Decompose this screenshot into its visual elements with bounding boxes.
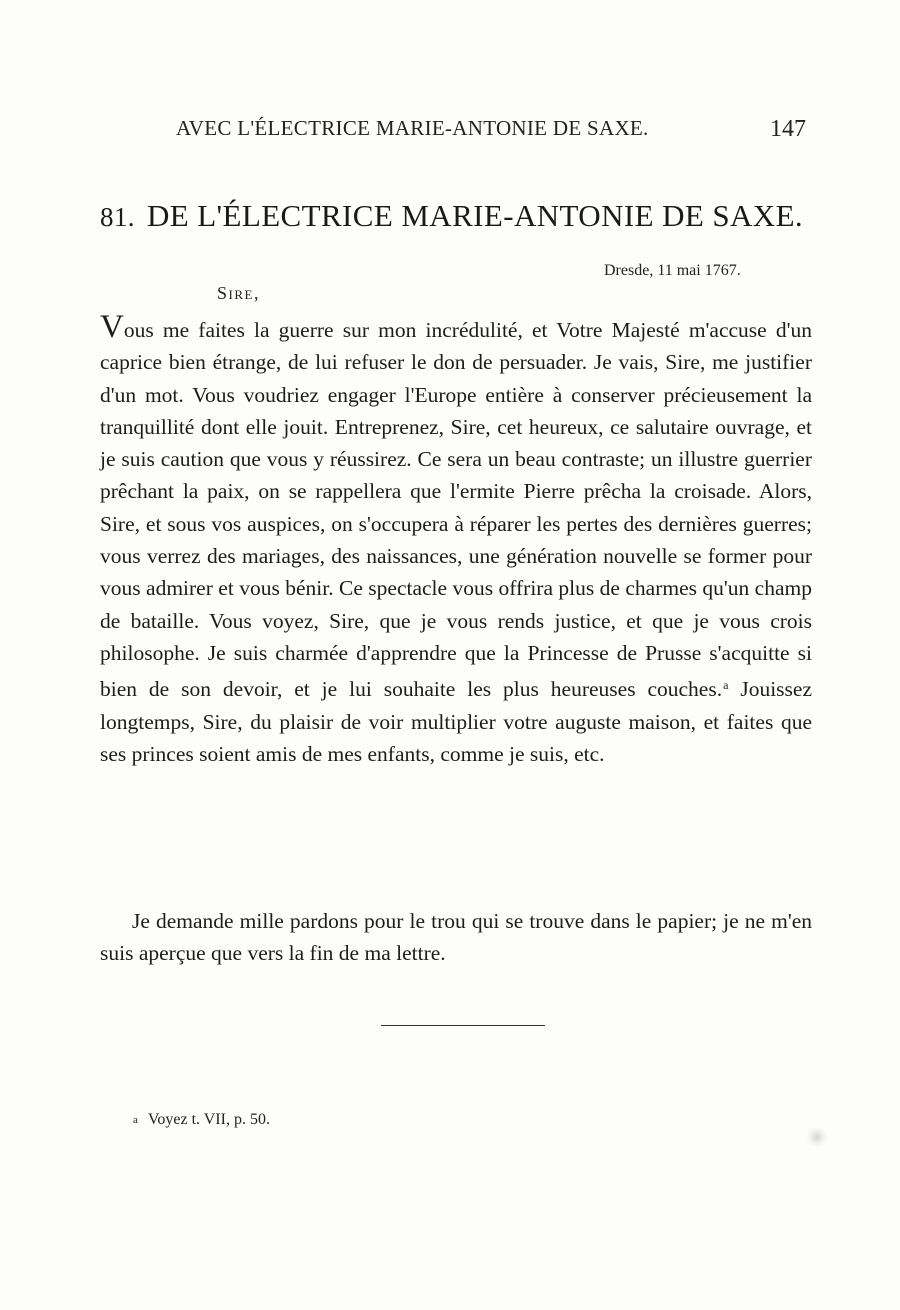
footnote bbox=[133, 1111, 270, 1129]
running-head: AVEC L'ÉLECTRICE MARIE-ANTONIE DE SAXE. bbox=[176, 116, 649, 140]
footnote-reference: a bbox=[723, 678, 729, 693]
footnote-separator-rule bbox=[381, 1025, 545, 1026]
letter-number: 81. bbox=[100, 202, 135, 232]
letter-body bbox=[100, 311, 812, 770]
letter-title bbox=[100, 198, 812, 234]
drop-cap: V bbox=[100, 309, 124, 345]
page-number: 147 bbox=[770, 116, 806, 142]
paper-speck bbox=[806, 1127, 828, 1147]
letter-heading: DE L'ÉLECTRICE MARIE-ANTONIE DE SAXE. bbox=[146, 198, 804, 233]
dateline: Dresde, 11 mai 1767. bbox=[604, 262, 741, 279]
letter-body-text-end: Jouissez longtemps, Sire, du plaisir de voir multiplier votre auguste maison, et faites que ses princes soient amis de mes enfants, comme je suis, etc. bbox=[100, 677, 812, 766]
letter-body-text: ous me faites la guerre sur mon incrédulité, et Votre Majesté m'accuse d'un caprice bien étrange, de lui refuser le don de persuader. Je vais, Sire, me justifier d'un mot. Vous voudriez engager l'Europe entière à conserver précieusement la tranquillité dont elle jouit. Entreprenez, Sire, cet heureux, ce salutaire ouvrage, et je suis caution que vous y réussirez. Ce sera un beau contraste; un illustre guerrier prêchant la paix, on se rappellera que l'ermite Pierre prêcha la croisade. Alors, Sire, et sous vos auspices, on s'occupera à réparer les pertes des dernières guerres; vous verrez des mariages, des naissances, une génération nouvelle se former pour vous admirer et vous bénir. Ce spectacle vous offrira plus de charmes qu'un champ de bataille. Vous voyez, Sire, que je vous rends justice, et que je vous crois philosophe. Je suis charmée d'apprendre que la Princesse de Prusse s'acquitte si bien de son devoir, et je lui souhaite les plus heureuses couches. bbox=[100, 318, 812, 702]
footnote-mark: a bbox=[133, 1114, 138, 1126]
footnote-text: Voyez t. VII, p. 50. bbox=[147, 1111, 270, 1128]
postscript: Je demande mille pardons pour le trou qui se trouve dans le papier; je ne m'en suis aperçue que vers la fin de ma lettre. bbox=[100, 909, 812, 966]
salutation: Sire, bbox=[217, 283, 260, 303]
